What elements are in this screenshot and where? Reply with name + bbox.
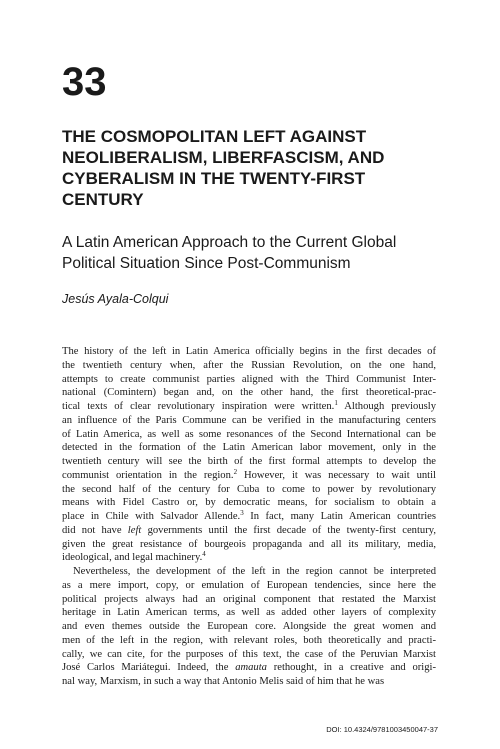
chapter-title-line: THE COSMOPOLITAN LEFT AGAINST	[62, 127, 367, 146]
italic-word: left	[127, 524, 142, 536]
text-line: José Carlos Mariátegui. Indeed, the amauta rethought, in a creative and origi-	[62, 662, 436, 674]
text-line: tical texts of clear revolutionary inspiration were written.$^1$ Although previously	[62, 399, 436, 412]
footnote-marker[interactable]: 4	[202, 550, 206, 559]
text-line: detected in the formation of the Latin American labor movement, only in the	[62, 442, 436, 454]
text-line: means with Fidel Castro or, by democratic means, for socialism to obtain a	[62, 497, 436, 509]
chapter-number: 33	[62, 60, 107, 104]
footnote-marker[interactable]: 3	[240, 509, 244, 517]
chapter-subtitle	[62, 232, 462, 274]
text-line: the second half of the century for Cuba to come to power by revolutionary	[62, 483, 436, 495]
chapter-subtitle-line: A Latin American Approach to the Current Global	[62, 234, 397, 251]
text-line: and even themes outside the European core. Alongside the great women and	[62, 621, 436, 632]
author-name: Jesús Ayala-Colqui	[62, 292, 169, 306]
text-line: of Latin America, as well as some resonances of the Second International can be	[62, 428, 436, 440]
text-line: cally, we can cite, for the purposes of this text, the case of the Peruvian Marxist	[62, 648, 436, 660]
paragraph-2	[62, 565, 436, 689]
body-text	[62, 345, 436, 689]
footnote-marker[interactable]: 1	[334, 399, 338, 407]
text-line: twentieth century will see the birth of the first formal attempts to develop the	[62, 456, 436, 467]
footnote-marker[interactable]: 2	[233, 467, 238, 476]
text-line: attempts to create communist parties aligned with the Third Communist Inter-	[62, 373, 436, 385]
text-line: as a mere import, copy, or emulation of European tendencies, since here the	[62, 579, 436, 591]
text-line: heritage in Latin American terms, as well as added other layers of complexity	[62, 607, 436, 619]
text-line: The history of the left in Latin America officially begins in the first decades of	[62, 346, 436, 357]
text-line: national (Comintern) began and, on the other hand, the first theoretical-prac-	[62, 387, 436, 399]
chapter-title-line: CENTURY	[62, 190, 144, 209]
text-line: nal way, Marxism, in such a way that Antonio Melis said of him that he was	[62, 676, 385, 687]
text-line: place in Chile with Salvador Allende.$^3$ In fact, many Latin American countries	[62, 509, 436, 522]
text-line: communist orientation in the region.$^2$ However, it was necessary to wait until	[62, 467, 437, 481]
text-line: Nevertheless, the development of the left in the region cannot be interpreted	[73, 566, 436, 577]
doi-footer: DOI: 10.4324/9781003450047-37	[326, 725, 438, 734]
chapter-title	[62, 126, 462, 210]
text-line: ideological, and legal machinery.$^4$	[62, 550, 206, 564]
paragraph-1	[62, 345, 436, 565]
text-line: an influence of the Paris Commune can be verified in the manufacturing centers	[62, 414, 436, 426]
chapter-title-line: NEOLIBERALISM, LIBERFASCISM, AND	[62, 148, 385, 167]
text-line: men of the left in the region, with relevant roles, both theoretically and practi-	[62, 634, 436, 646]
chapter-title-line: CYBERALISM IN THE TWENTY-FIRST	[62, 169, 366, 188]
text-line: did not have left governments until the first decade of the twenty-first century,	[62, 524, 436, 536]
text-line: given the great resistance of bourgeois propaganda and all its military, media,	[62, 538, 436, 550]
text-line: the twentieth century when, after the Russian Revolution, on the one hand,	[62, 359, 436, 371]
chapter-subtitle-line: Political Situation Since Post-Communism	[62, 255, 351, 272]
text-line: political projects always had an original component that restated the Marxist	[62, 593, 436, 605]
